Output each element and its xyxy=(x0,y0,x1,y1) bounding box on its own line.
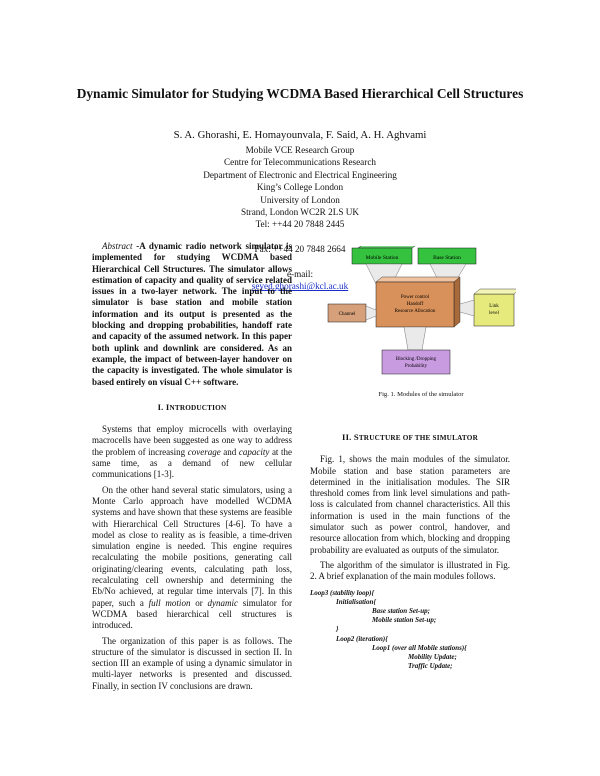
intro-paragraph-3: The organization of this paper is as follows. The structure of the simulator is discussed in section II. In section III an example of using a dynamic simulator in multi-layer networks is presented and discussed. Finally, in section IV conclusions are drawn. xyxy=(92,635,292,691)
base-station-label: Base Station xyxy=(433,255,461,261)
author-list: S. A. Ghorashi, E. Homayounvala, F. Said, A. H. Aghvami xyxy=(173,129,427,141)
affiliation-line: Centre for Telecommunications Research xyxy=(223,157,376,168)
abstract-label: Abstract xyxy=(102,241,133,251)
code-line: Mobile station Set-up; xyxy=(372,616,437,625)
fax: Fax: ++44 20 7848 2664 xyxy=(254,244,346,255)
code-line: Loop2 (iteration){ xyxy=(336,634,388,643)
code-line: Loop1 (over all Mobile stations){ xyxy=(372,643,467,652)
abstract xyxy=(92,241,292,388)
link-level-box xyxy=(460,289,516,326)
code-line: Initialisation{ xyxy=(336,597,376,606)
section-title-rest: NTRODUCTION xyxy=(169,403,227,412)
affiliation-line: Department of Electronic and Electrical Engineering xyxy=(203,169,397,180)
channel-box xyxy=(328,304,376,322)
blocking-dropping-label: Blocking /Dropping xyxy=(395,357,437,362)
structure-paragraph-2: The algorithm of the simulator is illustrated in Fig. 2. A brief explanation of the main modules follows. xyxy=(310,559,510,582)
section-initial: I xyxy=(165,401,170,412)
figure-caption: Fig. 1. Modules of the simulator xyxy=(378,391,464,398)
intro-paragraph-2: On the other hand several static simulators, using a Monte Carlo approach have modelled WCDMA systems and have shown that these systems are feasible with Hierarchical Cell Structures [4-6]. To have a model as close to reality as is feasible, a time-driven simulation engine is needed. This engine requires recalculating the mobile positions, generating call originating/clearing events, calculating path loss, recalculating cell ownership and determining the Eb/No achieved, at regular time intervals [7]. In this paper, such a full motion or dynamic simulator for WCDMA based hierarchical cell structures is introduced. xyxy=(92,484,292,631)
code-line: Mobility Update; xyxy=(408,652,457,661)
code-line: } xyxy=(336,625,339,634)
abstract-text: -A dynamic radio network simulator is implemented for studying WCDMA based Hierarchical Cell Structures. The simulator allows estimation of capacity and quality of service related issues in a two-layer network. The input to the simulator is base station and mobile station information and its output is presented as the blocking and dropping probabilities, handoff rate and capacity of the assumed network. In this paper both uplink and downlink are considered. As an example, the impact of between-layer handover on the capacity is investigated. The whole simulator is based entirely on visual C++ software. xyxy=(92,241,292,387)
resource-allocation-label: Resource Allocation xyxy=(394,309,436,314)
affiliation-line: Strand, London WC2R 2LS UK xyxy=(241,207,359,218)
email-link[interactable]: seyed.ghorashi@kcl.ac.uk xyxy=(251,281,349,292)
section-initial: S xyxy=(353,432,359,442)
affiliation-line: Mobile VCE Research Group xyxy=(245,145,355,155)
arrow-right-icon xyxy=(366,306,376,320)
blocking-dropping-box xyxy=(382,350,450,374)
base-station-box xyxy=(418,248,476,264)
pseudocode-block xyxy=(310,589,510,672)
code-line: Loop3 (stability loop){ xyxy=(310,588,374,597)
left-column xyxy=(92,241,292,696)
core-functions-box xyxy=(376,277,460,327)
affiliation-line: King’s College London xyxy=(256,182,344,193)
level-label: level xyxy=(489,311,499,316)
simulator-modules-diagram xyxy=(326,246,516,386)
right-column xyxy=(310,432,510,671)
telephone: Tel: ++44 20 7848 2445 xyxy=(255,219,345,230)
section-number: I. xyxy=(157,401,164,412)
affiliation-line: University of London xyxy=(260,194,340,205)
code-line: Base station Set-up; xyxy=(372,606,430,615)
power-control-label: Power control xyxy=(400,295,430,300)
mobile-station-label: Mobile Station xyxy=(365,255,399,261)
section-heading-structure xyxy=(310,432,510,444)
email-label: e-mail: xyxy=(286,269,314,280)
structure-paragraph-1: Fig. 1, shows the main modules of the simulator. Mobile station and base station parameters are determined in the initialisation modules. The SIR threshold comes from link level simulations and path-loss is calculated from channel characteristics. All this information is used in the main functions of the simulator such as power control, handover, and resource allocation from which, blocking and dropping probability are evaluated as outputs of the simulator. xyxy=(310,454,510,555)
section-number: II. xyxy=(342,432,352,442)
intro-paragraph-1: Systems that employ microcells with overlaying macrocells have been suggested as one way to address the problem of increasing coverage and capacity at the same time, as a demand of new cellular communications [1-3]. xyxy=(92,424,292,480)
channel-label: Channel xyxy=(338,312,356,317)
section-title-rest: TRUCTURE OF THE SIMULATOR xyxy=(358,434,478,442)
arrow-down-icon xyxy=(404,327,426,350)
link-label: Link xyxy=(489,304,499,309)
mobile-station-box xyxy=(352,246,418,264)
probability-label: Probability xyxy=(404,364,428,369)
section-heading-introduction xyxy=(92,402,292,414)
paper-title: Dynamic Simulator for Studying WCDMA Based Hierarchical Cell Structures xyxy=(76,86,524,101)
code-line: Traffic Update; xyxy=(408,662,453,671)
arrow-left-icon xyxy=(460,300,474,316)
handoff-label: Handoff xyxy=(406,302,424,307)
